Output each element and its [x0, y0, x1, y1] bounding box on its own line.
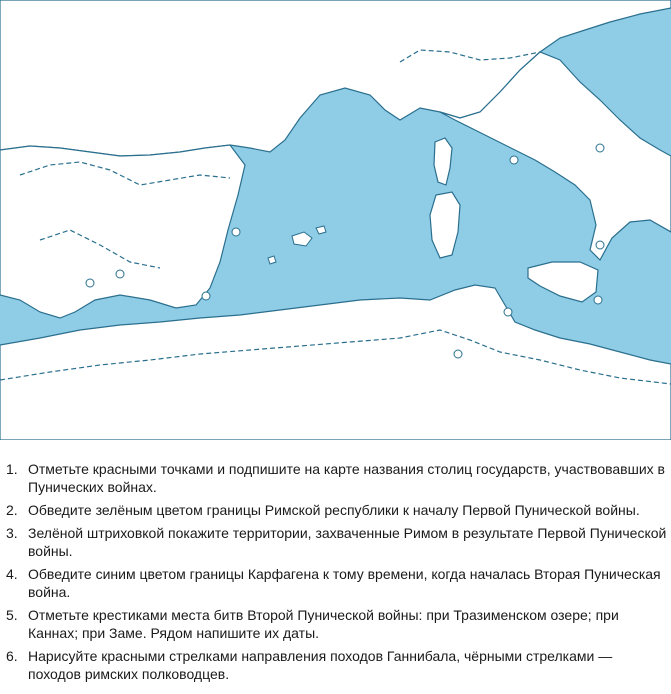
city-marker: [594, 296, 602, 304]
city-marker: [232, 228, 240, 236]
city-marker: [86, 279, 94, 287]
task-number: 6.: [6, 648, 18, 664]
task-text: Отметьте красными точками и подпишите на карте названия столиц государств, участвовавших в Пунических войнах.: [28, 461, 665, 495]
task-list: [0, 460, 671, 688]
task-number: 1.: [6, 461, 18, 477]
task-item: [0, 524, 671, 560]
city-marker: [116, 270, 124, 278]
task-text: Нарисуйте красными стрелками направления походов Ганнибала, чёрными стрелками — походов римских полководцев.: [28, 648, 613, 682]
task-item: [0, 606, 671, 642]
city-marker: [504, 308, 512, 316]
task-number: 3.: [6, 525, 18, 541]
task-item: [0, 565, 671, 601]
task-item: [0, 460, 671, 496]
task-item: [0, 501, 671, 519]
task-number: 4.: [6, 566, 18, 582]
city-marker: [596, 241, 604, 249]
land-balearic-3: [268, 256, 276, 264]
city-marker: [596, 144, 604, 152]
city-marker: [454, 350, 462, 358]
task-number: 5.: [6, 607, 18, 623]
task-text: Обведите зелёным цветом границы Римской республики к началу Первой Пунической войны.: [28, 502, 640, 518]
task-number: 2.: [6, 502, 18, 518]
task-item: [0, 647, 671, 683]
city-marker: [510, 156, 518, 164]
task-text: Зелёной штриховкой покажите территории, захваченные Римом в результате Первой Пунической войны.: [28, 525, 667, 559]
task-text: Обведите синим цветом границы Карфагена к тому времени, когда началась Вторая Пуническая война.: [28, 566, 661, 600]
city-marker: [202, 292, 210, 300]
task-text: Отметьте крестиками места битв Второй Пунической войны: при Тразименском озере; при Каннах; при Заме. Рядом напишите их даты.: [28, 607, 619, 641]
